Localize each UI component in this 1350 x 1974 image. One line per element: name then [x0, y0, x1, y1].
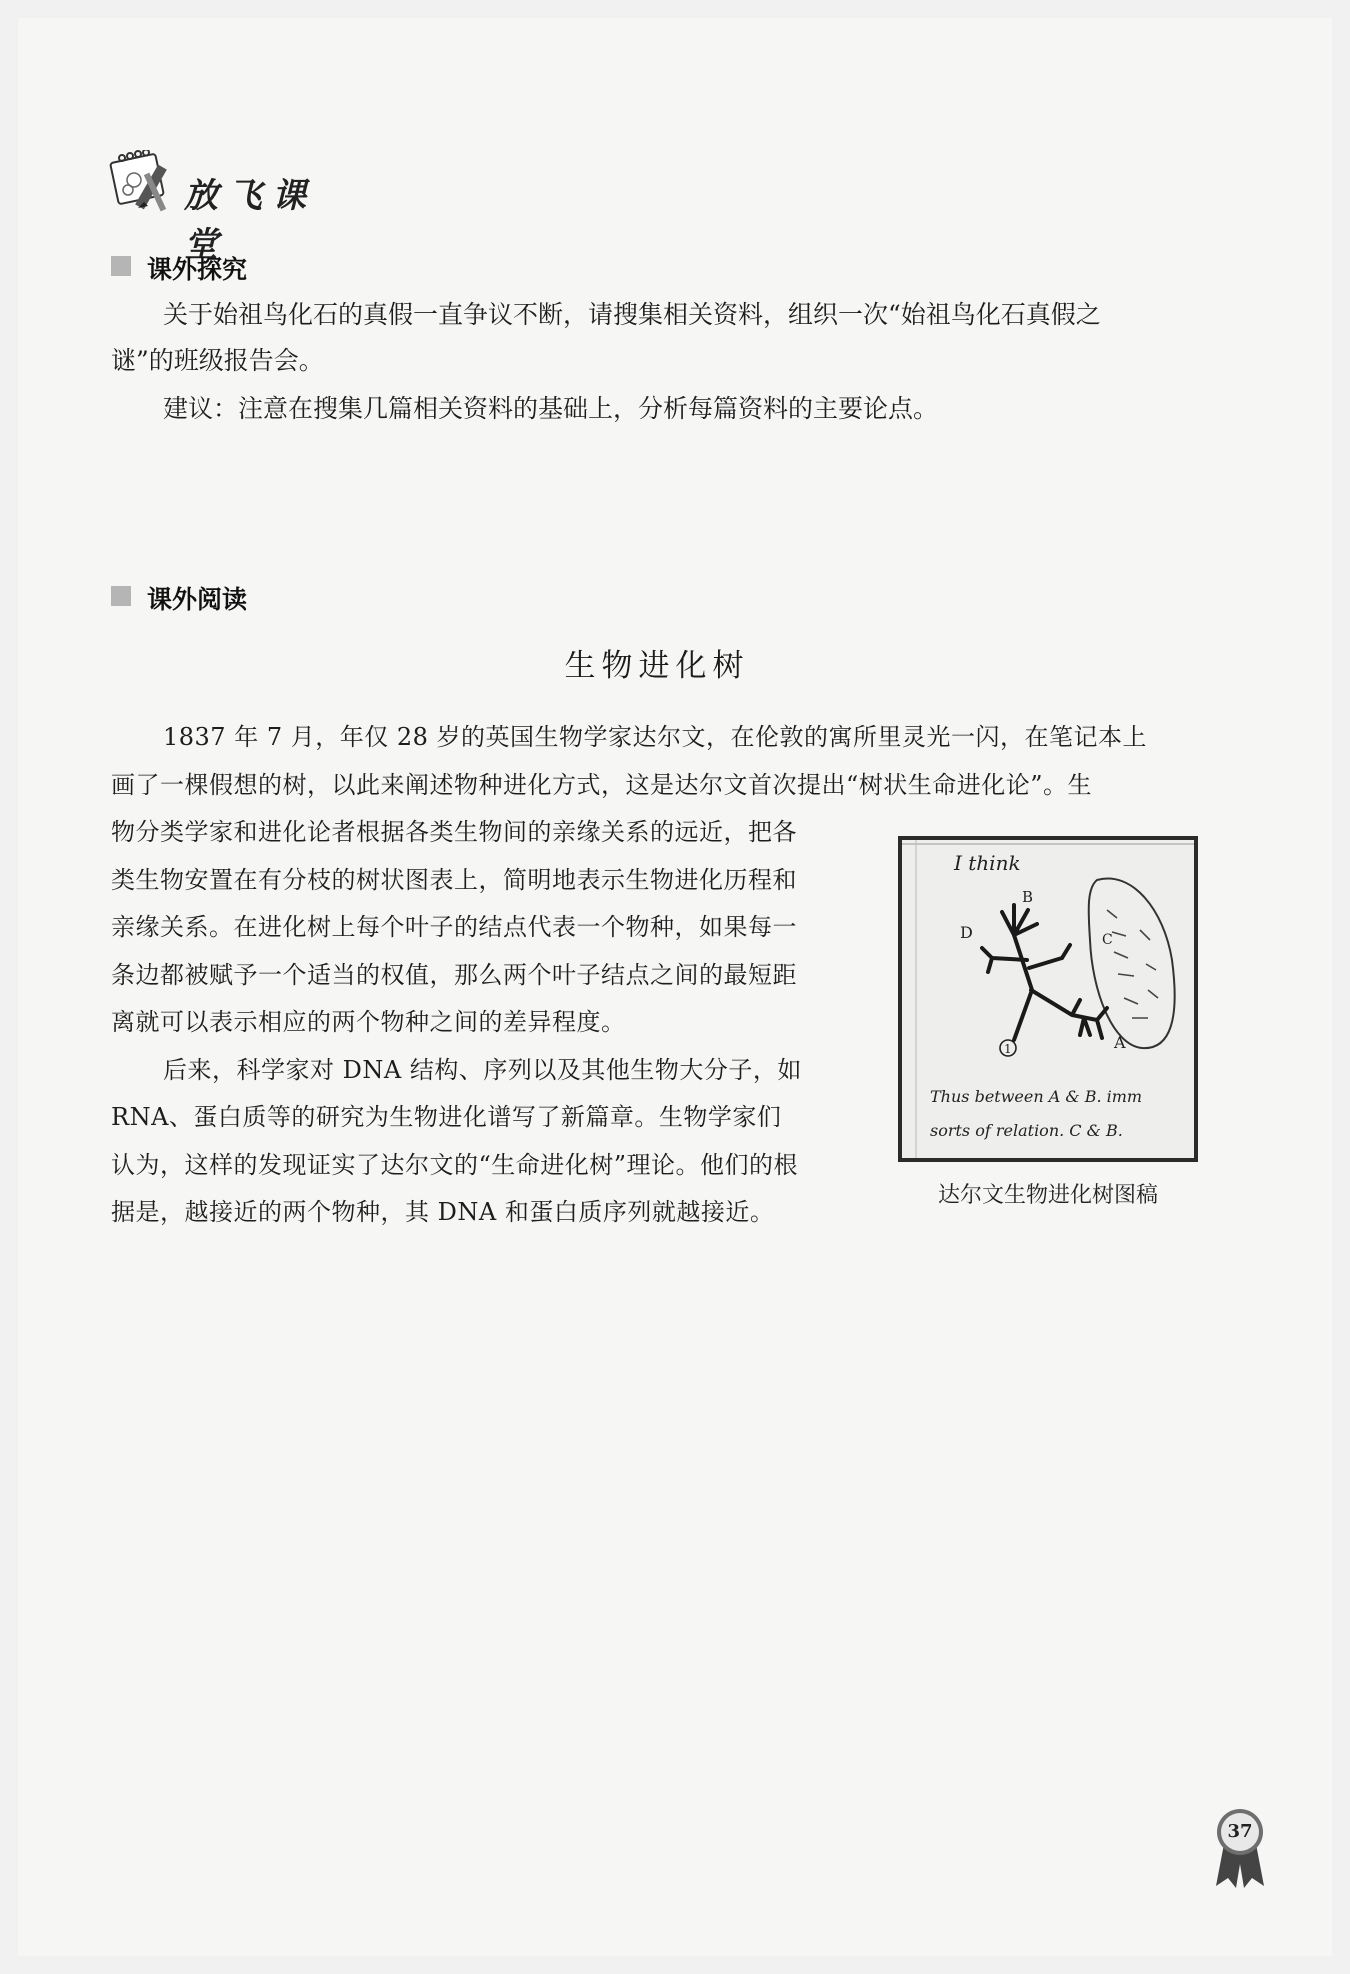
article-body-left	[111, 809, 871, 1237]
sketch-label-c: C	[1102, 932, 1113, 948]
section-square-icon	[111, 586, 131, 606]
article-body-full	[111, 714, 1201, 809]
page-number: 37	[1227, 1821, 1253, 1842]
article-line: 条边都被赋予一个适当的权值，那么两个叶子结点之间的最短距	[111, 960, 797, 989]
explore-paragraph	[111, 292, 1201, 338]
article-title: 生物进化树	[564, 648, 750, 684]
sketch-label-b: B	[1022, 888, 1034, 906]
section-heading-label: 课外阅读	[147, 585, 248, 614]
article-line: 亲缘关系。在进化树上每个叶子的结点代表一个物种，如果每一	[111, 913, 797, 941]
section-square-icon	[111, 256, 131, 276]
section-heading-label: 课外探究	[147, 255, 248, 284]
sketch-label-a: A	[1114, 1033, 1126, 1052]
darwin-tree-sketch-image	[898, 836, 1198, 1162]
article-line: 画了一棵假想的树，以此来阐述物种进化方式，这是达尔文首次提出“树状生命进化论”。生	[111, 770, 1093, 799]
sketch-note-line-2: sorts of relation. C & B.	[930, 1121, 1123, 1140]
header	[108, 150, 348, 265]
figure-caption: 达尔文生物进化树图稿	[937, 1183, 1158, 1208]
sketch-note-line-1: Thus between A & B. imm	[930, 1087, 1143, 1106]
tree-sketch-drawing	[902, 840, 1194, 1158]
article-line: 物分类学家和进化论者根据各类生物间的亲缘关系的远近，把各	[111, 818, 797, 846]
article-line: RNA、蛋白质等的研究为生物进化谱写了新篇章。生物学家们	[111, 1103, 782, 1131]
sketch-label-d: D	[960, 923, 973, 942]
article-line: 类生物安置在有分枝的树状图表上，简明地表示生物进化历程和	[111, 865, 797, 894]
suggestion-text: 建议：注意在搜集几篇相关资料的基础上，分析每篇资料的主要论点。	[163, 394, 939, 423]
article-line: 认为，这样的发现证实了达尔文的“生命进化树”理论。他们的根	[111, 1150, 799, 1179]
notebook-pencil-icon	[108, 150, 182, 214]
explore-paragraph-cont	[111, 338, 1201, 384]
explore-line-2: 谜”的班级报告会。	[111, 346, 324, 375]
header-title: 放飞课堂	[184, 176, 316, 265]
sketch-text-i-think: I think	[954, 851, 1021, 875]
article-line: 1837 年 7 月，年仅 28 岁的英国生物学家达尔文，在伦敦的寓所里灵光一闪，在笔记本上	[163, 723, 1148, 751]
article-line: 后来，科学家对 DNA 结构、序列以及其他生物大分子，如	[163, 1055, 802, 1084]
article-line: 据是，越接近的两个物种，其 DNA 和蛋白质序列就越接近。	[111, 1198, 775, 1226]
page-number-badge	[1210, 1808, 1276, 1892]
explore-line-1: 关于始祖鸟化石的真假一直争议不断，请搜集相关资料，组织一次“始祖鸟化石真假之	[163, 300, 1101, 329]
sketch-label-1: 1	[1004, 1042, 1012, 1056]
article-line: 离就可以表示相应的两个物种之间的差异程度。	[111, 1008, 626, 1036]
suggestion-paragraph	[111, 386, 1201, 432]
